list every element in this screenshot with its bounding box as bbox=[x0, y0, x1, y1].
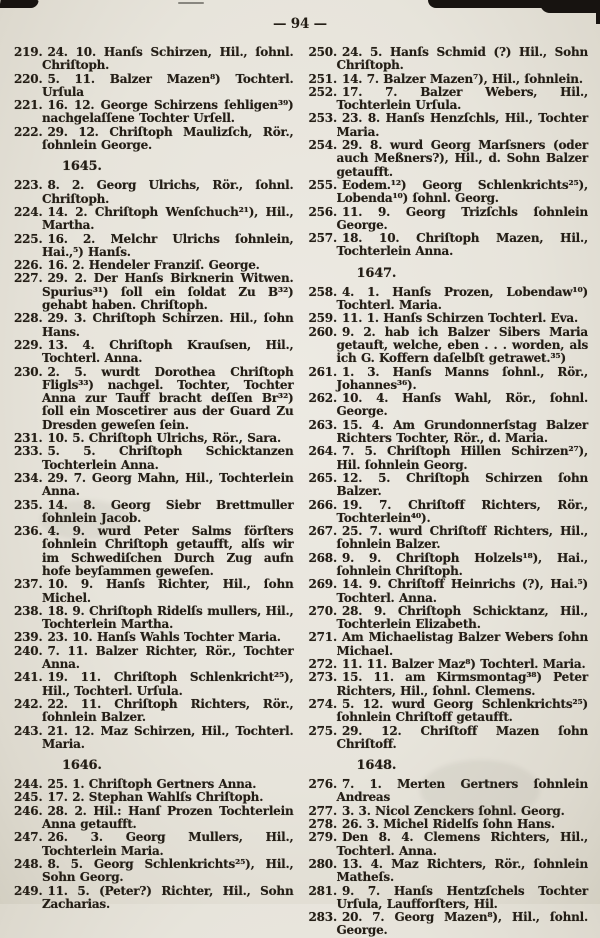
scan-artifact-top-middle bbox=[178, 2, 204, 4]
register-entry bbox=[309, 286, 589, 313]
entry-number: 248. bbox=[14, 856, 43, 871]
register-entry bbox=[309, 419, 589, 446]
entry-text: 26. 3. Georg Mullers, Hil., Tochterlein Maria. bbox=[42, 830, 294, 858]
entry-text: 13. 4. Chriſtoph Krauſsen, Hil., Tochterl. Anna. bbox=[42, 337, 294, 366]
register-entry bbox=[309, 818, 589, 831]
entry-text: 4. 9. wurd Peter Salms förſters ſohnlein Chriſtoph getaufft, alſs wir im Schwediſchen Durch Zug aufn hofe beyſammen geweſen. bbox=[42, 524, 294, 578]
entry-text: 28. 9. Chriſtoph Schicktanz, Hil., Tochterlein Elizabeth. bbox=[336, 603, 588, 632]
entry-text: 7. 1. Merten Gertners ſohnlein Andreas bbox=[336, 777, 588, 805]
register-entry bbox=[309, 179, 589, 206]
register-entry bbox=[309, 326, 589, 366]
entry-text: 23. 8. Hanſs Henzſchls, Hil., Tochter Maria. bbox=[336, 111, 588, 139]
register-entry bbox=[14, 366, 294, 432]
entry-text: 14. 8. Georg Siebr Brettmuller ſohnlein Jacob. bbox=[42, 497, 294, 525]
year-heading: 1647. bbox=[356, 265, 397, 281]
entry-number: 258. bbox=[308, 284, 337, 299]
entry-text: 29. 8. wurd Georg Marſsners (oder auch Meßners?), Hil., d. Sohn Balzer getaufft. bbox=[336, 138, 588, 179]
entry-number: 243. bbox=[14, 723, 43, 738]
entry-number: 270. bbox=[308, 603, 337, 618]
entry-number: 263. bbox=[308, 417, 337, 432]
entry-number: 267. bbox=[308, 524, 337, 539]
entry-text: 19. 7. Chriſtoff Richters, Rör., Tochterlein⁴⁰). bbox=[336, 497, 588, 525]
entry-number: 239. bbox=[14, 630, 43, 645]
entry-text: 25. 1. Chriſtoph Gertners Anna. bbox=[47, 777, 257, 792]
register-entry bbox=[14, 99, 294, 126]
register-entry bbox=[14, 472, 294, 499]
entry-number: 238. bbox=[14, 603, 43, 618]
entry-text: 25. 7. wurd Chriſtoff Richters, Hil., ſohnlein Balzer. bbox=[336, 524, 588, 552]
entry-number: 265. bbox=[308, 470, 337, 485]
entry-number: 259. bbox=[308, 311, 337, 326]
entry-number: 221. bbox=[14, 98, 43, 113]
entry-text: 15. 11. am Kirmsmontag³⁸) Peter Richters, Hil., ſohnl. Clemens. bbox=[336, 670, 588, 698]
register-entry bbox=[309, 858, 589, 885]
scan-artifact-right-edge bbox=[596, 0, 600, 24]
register-entry bbox=[14, 671, 294, 698]
entry-number: 262. bbox=[308, 391, 337, 406]
entry-text: Am Michaelistag Balzer Webers ſohn Michael. bbox=[336, 630, 588, 658]
scan-artifact-top-left bbox=[0, 0, 39, 8]
entry-text: 18. 9. Chriſtoph Ridelſs mullers, Hil., Tochterlein Martha. bbox=[42, 603, 294, 632]
register-entry bbox=[309, 725, 589, 752]
entry-text: 24. 5. Hanſs Schmid (?) Hil., Sohn Chriſtoph. bbox=[336, 45, 588, 73]
entry-number: 260. bbox=[308, 324, 337, 339]
entry-number: 237. bbox=[14, 577, 43, 592]
register-entry bbox=[14, 698, 294, 725]
entry-number: 233. bbox=[14, 444, 43, 459]
register-entry bbox=[14, 126, 294, 153]
entry-text: 17. 7. Balzer Webers, Hil., Tochterlein Urſula. bbox=[336, 84, 588, 113]
entry-text: 5. 11. Balzer Mazen⁸) Tochterl. Urſula bbox=[42, 71, 294, 99]
register-entry bbox=[14, 272, 294, 312]
entry-text: 12. 5. Chriſtoph Schirzen ſohn Balzer. bbox=[336, 470, 588, 499]
entry-number: 279. bbox=[308, 830, 337, 845]
year-heading: 1648. bbox=[356, 758, 397, 774]
entry-number: 273. bbox=[308, 670, 337, 685]
entry-text: 10. 5. Chriſtoph Ulrichs, Rör., Sara. bbox=[47, 431, 281, 446]
entry-number: 246. bbox=[14, 803, 43, 818]
entry-text: 7. 5. Chriſtoph Hillen Schirzen²⁷), Hil. ſohnlein Georg. bbox=[336, 444, 588, 472]
year-heading: 1646. bbox=[62, 758, 102, 774]
entry-text: 16. 2. Hendeler Franziſ. George. bbox=[47, 258, 260, 273]
register-entry bbox=[14, 791, 294, 804]
entry-text: 2. 5. wurdt Dorothea Chriſtoph Fligls³³) nachgel. Tochter, Tochter Anna zur Tauff bracht deſſen Br³²) ſoll ein Moscetirer aus der Guard Zu Dresden geweſen ſein. bbox=[42, 364, 294, 432]
entry-text: 29. 12. Chriſtoph Maulizſch, Rör., ſohnlein George. bbox=[42, 124, 294, 153]
entry-text: 10. 9. Hanſs Richter, Hil., ſohn Michel. bbox=[42, 577, 294, 605]
register-entry bbox=[309, 206, 589, 233]
register-entry bbox=[309, 698, 589, 725]
entry-text: 29. 12. Chriſtoff Mazen ſohn Chriſtoff. bbox=[336, 723, 588, 751]
entry-number: 219. bbox=[14, 45, 43, 59]
entry-text: 17. 2. Stephan Wahlſs Chriſtoph. bbox=[47, 790, 264, 805]
entry-number: 278. bbox=[308, 817, 337, 832]
entry-text: 5. 12. wurd Georg Schlenkrichts²⁵) ſohnlein Chriſtoff getaufft. bbox=[336, 696, 588, 725]
entry-text: 16. 12. George Schirzens ſehligen³⁹) nachgelaſſene Tochter Urſell. bbox=[42, 98, 294, 126]
entry-number: 274. bbox=[308, 696, 337, 711]
entry-text: 14. 9. Chriſtoff Heinrichs (?), Hai.⁵) Tochterl. Anna. bbox=[336, 577, 588, 605]
entry-number: 245. bbox=[14, 790, 43, 805]
entry-text: 22. 11. Chriſtoph Richters, Rör., ſohnlein Balzer. bbox=[42, 696, 294, 725]
entry-text: 16. 2. Melchr Ulrichs ſohnlein, Hai.,⁵) Hanſs. bbox=[42, 231, 294, 259]
register-entry bbox=[309, 232, 589, 259]
register-entry bbox=[309, 499, 589, 526]
entry-number: 240. bbox=[14, 643, 43, 658]
register-entry bbox=[309, 73, 589, 86]
entry-number: 241. bbox=[14, 670, 43, 685]
entry-text: 19. 11. Chriſtoph Schlenkricht²⁵), Hil., Tochterl. Urſula. bbox=[42, 670, 294, 698]
register-entry bbox=[14, 73, 294, 100]
entry-text: 9. 2. hab ich Balzer Sibers Maria getauft, welche, eben . . . worden, als ich G. Koffern daſelbſt getrawet.³⁵) bbox=[336, 324, 588, 366]
entry-text: 18. 10. Chriſtoph Mazen, Hil., Tochterlein Anna. bbox=[336, 231, 588, 259]
scan-smudge bbox=[40, 500, 130, 540]
entry-number: 236. bbox=[14, 524, 43, 539]
register-entry bbox=[309, 631, 589, 658]
register-entry bbox=[309, 658, 589, 671]
entry-text: 15. 4. Am Grundonnerſstag Balzer Richters Tochter, Rör., d. Maria. bbox=[336, 417, 588, 446]
entry-number: 261. bbox=[308, 364, 337, 379]
entry-number: 268. bbox=[308, 550, 337, 565]
register-entry bbox=[309, 671, 589, 698]
entry-number: 227. bbox=[14, 271, 43, 286]
register-entry bbox=[14, 259, 294, 272]
register-entry bbox=[309, 525, 589, 552]
register-entry bbox=[309, 139, 589, 179]
entry-text: 26. 3. Michel Ridelſs ſohn Hans. bbox=[341, 817, 555, 832]
entry-text: 14. 2. Chriſtoph Wenſchuch²¹), Hil., Martha. bbox=[42, 204, 294, 233]
register-entry bbox=[309, 472, 589, 499]
register-entry bbox=[309, 578, 589, 605]
entry-text: 29. 2. Der Hanſs Birknerin Witwen. Spurius³¹) ſoll ein ſoldat Zu B³²) gehabt haben. Chriſtoph. bbox=[42, 271, 294, 313]
entry-text: 9. 7. Hanſs Hentzſchels Tochter Urſula, Laufforſters, Hil. bbox=[336, 883, 588, 911]
register-entry bbox=[14, 725, 294, 752]
register-entry bbox=[14, 645, 294, 672]
entry-number: 281. bbox=[308, 883, 337, 898]
entry-number: 280. bbox=[308, 856, 337, 871]
entry-text: 20. 7. Georg Mazen⁸), Hil., ſohnl. George. bbox=[336, 910, 588, 938]
entry-text: 5. 5. Chriſtoph Schicktanzen Tochterlein Anna. bbox=[42, 444, 294, 472]
register-entry bbox=[14, 46, 294, 73]
entry-text: 29. 7. Georg Mahn, Hil., Tochterlein Anna. bbox=[42, 470, 294, 499]
entry-number: 272. bbox=[308, 657, 337, 672]
entry-text: 1. 3. Hanſs Manns ſohnl., Rör., Johannes³⁶). bbox=[336, 364, 588, 392]
entry-number: 254. bbox=[308, 138, 337, 153]
entry-text: Den 8. 4. Clemens Richters, Hil., Tochterl. Anna. bbox=[336, 830, 588, 858]
entry-text: 11. 9. Georg Trizſchls ſohnlein George. bbox=[336, 204, 588, 232]
entry-text: 11. 1. Hanſs Schirzen Tochterl. Eva. bbox=[341, 311, 578, 326]
entry-number: 224. bbox=[14, 204, 43, 219]
scan-artifact-top-right-blob bbox=[540, 0, 600, 13]
entry-number: 223. bbox=[14, 178, 43, 193]
entry-number: 242. bbox=[14, 696, 43, 711]
register-entry bbox=[14, 805, 294, 832]
register-entry bbox=[309, 366, 589, 393]
register-entry bbox=[309, 46, 589, 73]
register-entry bbox=[14, 778, 294, 791]
entry-text: 3. 3. Nicol Zenckers ſohnl. Georg. bbox=[341, 803, 565, 818]
register-entry bbox=[14, 179, 294, 206]
page-number-header: — 94 — bbox=[273, 16, 327, 32]
entry-number: 256. bbox=[308, 204, 337, 219]
entry-text: 9. 9. Chriſtoph Holzels¹⁸), Hai., ſohnlein Chriſtoph. bbox=[336, 550, 588, 578]
register-entry bbox=[309, 86, 589, 113]
entry-number: 277. bbox=[308, 803, 337, 818]
register-entry bbox=[14, 312, 294, 339]
register-entry bbox=[14, 432, 294, 445]
entry-number: 250. bbox=[308, 45, 337, 59]
entry-number: 269. bbox=[308, 577, 337, 592]
entry-text: 8. 2. Georg Ulrichs, Rör., ſohnl. Chriſtoph. bbox=[42, 178, 294, 206]
entry-text: 8. 5. Georg Schlenkrichts²⁵), Hil., Sohn Georg. bbox=[42, 856, 294, 885]
year-heading: 1645. bbox=[62, 159, 102, 175]
entry-number: 247. bbox=[14, 830, 43, 845]
entry-number: 266. bbox=[308, 497, 337, 512]
entry-text: 4. 1. Hanſs Prozen, Lobendaw¹⁰) Tochterl. Maria. bbox=[336, 284, 588, 313]
entry-number: 275. bbox=[308, 723, 337, 738]
entry-text: 24. 10. Hanſs Schirzen, Hil., ſohnl. Chriſtoph. bbox=[42, 45, 294, 73]
entry-text: 14. 7. Balzer Mazen⁷), Hil., ſohnlein. bbox=[341, 71, 583, 86]
entry-number: 255. bbox=[308, 177, 337, 192]
entry-number: 252. bbox=[308, 84, 337, 99]
entry-number: 230. bbox=[14, 364, 43, 379]
register-entry bbox=[14, 233, 294, 260]
entry-number: 235. bbox=[14, 497, 43, 512]
register-entry bbox=[14, 206, 294, 233]
entry-number: 229. bbox=[14, 337, 43, 352]
register-entry bbox=[309, 552, 589, 579]
entry-text: 11. 5. (Peter?) Richter, Hil., Sohn Zacharias. bbox=[42, 883, 294, 911]
register-entry bbox=[309, 392, 589, 419]
entry-text: 7. 11. Balzer Richter, Rör., Tochter Anna. bbox=[42, 643, 294, 672]
entry-number: 276. bbox=[308, 777, 337, 792]
entry-text: Eodem.¹²) Georg Schlenkrichts²⁵), Lobenda¹⁰) ſohnl. Georg. bbox=[336, 177, 588, 206]
entry-number: 251. bbox=[308, 71, 337, 86]
entry-text: 21. 12. Maz Schirzen, Hil., Tochterl. Maria. bbox=[42, 723, 294, 751]
register-entry bbox=[309, 112, 589, 139]
entry-text: 13. 4. Maz Richters, Rör., ſohnlein Matheſs. bbox=[336, 856, 588, 885]
register-entry bbox=[14, 631, 294, 644]
register-entry bbox=[14, 605, 294, 632]
register-entry bbox=[309, 445, 589, 472]
register-entry bbox=[14, 445, 294, 472]
entry-number: 253. bbox=[308, 111, 337, 126]
entry-number: 249. bbox=[14, 883, 43, 898]
entry-number: 222. bbox=[14, 124, 43, 139]
entry-number: 226. bbox=[14, 258, 43, 273]
entry-number: 231. bbox=[14, 431, 43, 446]
scan-smudge bbox=[420, 760, 540, 820]
register-entry bbox=[14, 339, 294, 366]
register-entry bbox=[14, 831, 294, 858]
register-entry bbox=[309, 605, 589, 632]
entry-number: 225. bbox=[14, 231, 43, 246]
entry-number: 264. bbox=[308, 444, 337, 459]
entry-text: 10. 4. Hanſs Wahl, Rör., ſohnl. George. bbox=[336, 391, 588, 419]
register-entry bbox=[14, 885, 294, 912]
register-column-left bbox=[14, 46, 294, 938]
entry-number: 244. bbox=[14, 777, 43, 792]
register-entry bbox=[309, 885, 589, 912]
register-entry bbox=[14, 578, 294, 605]
register-entry bbox=[14, 858, 294, 885]
entry-number: 228. bbox=[14, 311, 43, 326]
register-entry bbox=[309, 312, 589, 325]
entry-text: 28. 2. Hil.: Hanſ Prozen Tochterlein Anna getaufft. bbox=[42, 803, 294, 832]
entry-text: 11. 11. Balzer Maz⁸) Tochterl. Maria. bbox=[341, 657, 586, 672]
entry-number: 234. bbox=[14, 470, 43, 485]
entry-number: 257. bbox=[308, 231, 337, 246]
entry-text: 23. 10. Hanſs Wahls Tochter Maria. bbox=[47, 630, 281, 645]
entry-number: 220. bbox=[14, 71, 43, 86]
entry-number: 271. bbox=[308, 630, 337, 645]
entry-text: 29. 3. Chriſtoph Schirzen. Hil., ſohn Hans. bbox=[42, 311, 294, 339]
register-entry bbox=[309, 831, 589, 858]
entry-number: 283. bbox=[308, 910, 337, 925]
register-entry bbox=[309, 911, 589, 938]
